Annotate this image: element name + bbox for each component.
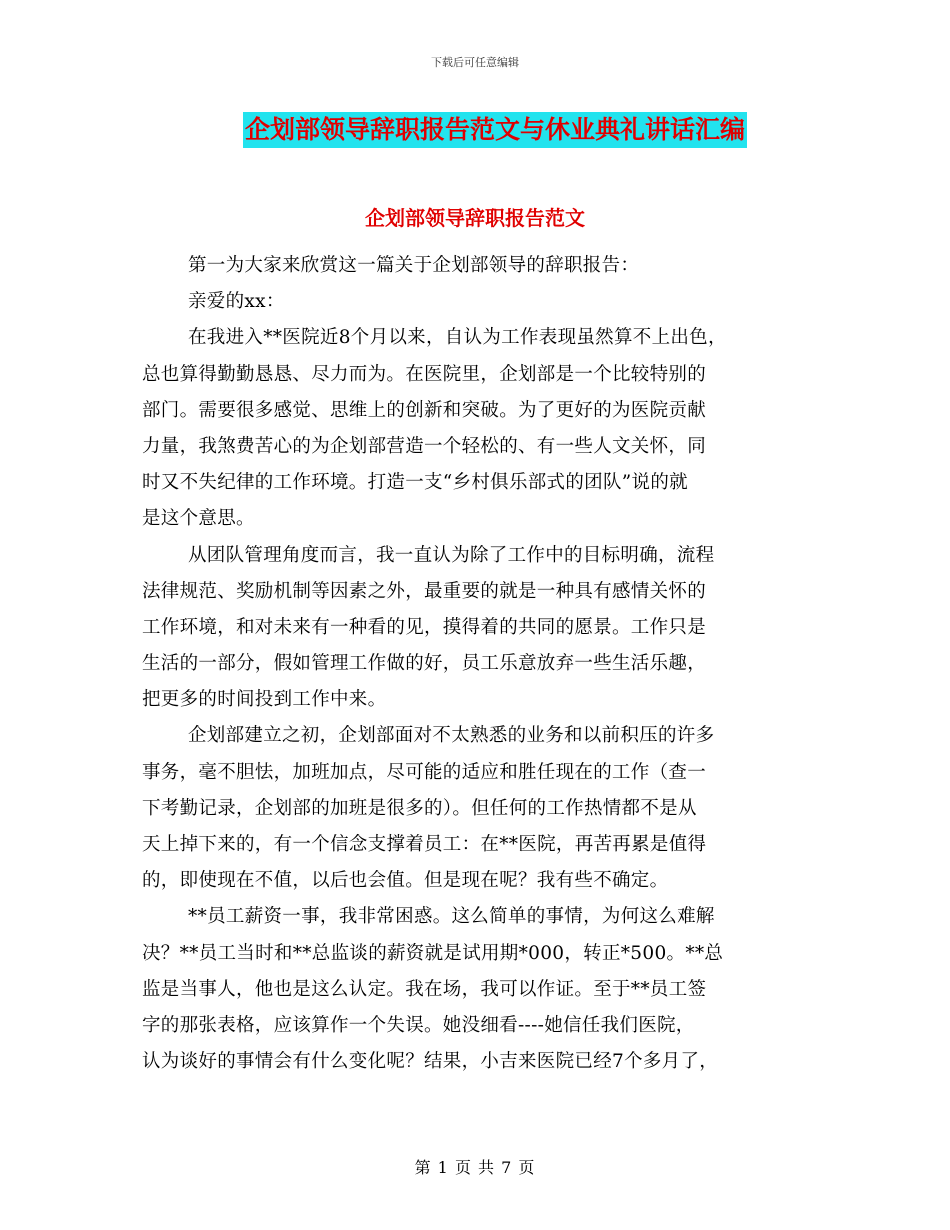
- text-line: 力量，我煞费苦心的为企划部营造一个轻松的、有一些人文关怀，同: [142, 435, 707, 457]
- text-line: 法律规范、奖励机制等因素之外，最重要的就是一种具有感情关怀的: [142, 580, 707, 602]
- text-line: 在我进入**医院近8个月以来，自认为工作表现虽然算不上出色，: [188, 327, 727, 349]
- text-line: 工作环境，和对未来有一种看的见，摸得着的共同的愿景。工作只是: [142, 616, 707, 638]
- text-line: 第一为大家来欣赏这一篇关于企划部领导的辞职报告：: [188, 255, 640, 276]
- main-title-wrap: [0, 112, 950, 148]
- text-line: 企划部建立之初，企划部面对不太熟悉的业务和以前积压的许多: [188, 725, 715, 747]
- document-body: [142, 248, 807, 1080]
- text-line: **员工薪资一事，我非常困惑。这么简单的事情，为何这么难解: [188, 906, 715, 928]
- text-line: 下考勤记录，企划部的加班是很多的）。但任何的工作热情都不是从: [142, 797, 697, 819]
- text-line: 字的那张表格，应该算作一个失误。她没细看----她信任我们医院，: [142, 1014, 695, 1036]
- text-line: 总也算得勤勤恳恳、尽力而为。在医院里，企划部是一个比较特别的: [142, 363, 707, 385]
- text-line: 部门。需要很多感觉、思维上的创新和突破。为了更好的为医院贡献: [142, 399, 707, 421]
- text-line: 天上掉下来的，有一个信念支撑着员工：在**医院，再苦再累是值得: [142, 834, 707, 855]
- text-line: 生活的一部分，假如管理工作做的好，员工乐意放弃一些生活乐趣，: [142, 653, 707, 675]
- main-title: 企划部领导辞职报告范文与休业典礼讲话汇编: [243, 112, 747, 148]
- text-line: 认为谈好的事情会有什么变化呢？结果，小吉来医院已经7个多月了，: [142, 1051, 719, 1073]
- text-line: 是这个意思。: [142, 508, 255, 530]
- text-line: 的，即使现在不值，以后也会值。但是现在呢？我有些不确定。: [142, 870, 669, 892]
- sub-title: 企划部领导辞职报告范文: [365, 206, 585, 230]
- text-line: 亲爱的xx：: [188, 291, 285, 313]
- text-line: 监是当事人，他也是这么认定。我在场，我可以作证。至于**员工签: [142, 978, 707, 1000]
- text-line: 把更多的时间投到工作中来。: [142, 689, 387, 711]
- text-line: 时又不失纪律的工作环境。打造一支“乡村俱乐部式的团队”说的就: [142, 472, 688, 494]
- page-footer: 第 1 页 共 7 页: [414, 1158, 536, 1177]
- text-line: 从团队管理角度而言，我一直认为除了工作中的目标明确，流程: [188, 544, 715, 566]
- text-line: 事务，毫不胆怯，加班加点，尽可能的适应和胜任现在的工作（查一: [142, 761, 707, 783]
- header-note: 下载后可任意编辑: [431, 56, 519, 69]
- text-line: 决？**员工当时和**总监谈的薪资就是试用期*000，转正*500。**总: [142, 942, 724, 964]
